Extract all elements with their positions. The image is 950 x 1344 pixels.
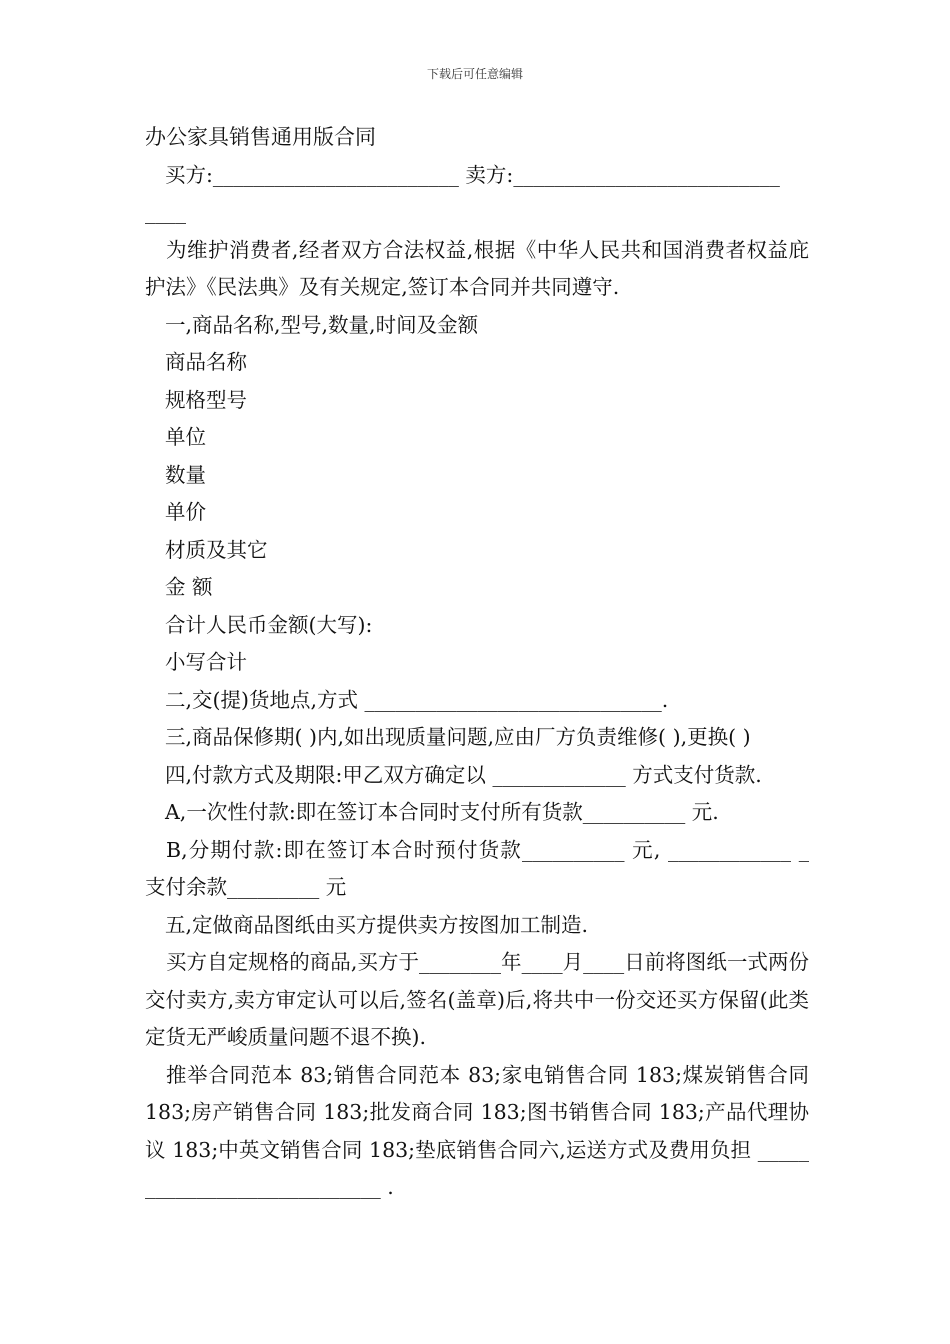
field-amount: 金 额	[165, 575, 213, 599]
field-product-name: 商品名称	[165, 350, 247, 374]
payment-a: A,一次性付款:即在签订本合同时支付所有货款__________ 元.	[165, 800, 719, 824]
field-material: 材质及其它	[165, 537, 268, 562]
parties-line-tail: ____	[145, 200, 186, 224]
section-3: 三,商品保修期( )内,如出现质量问题,应由厂方负责维修( ),更换( )	[165, 725, 751, 749]
parties-line: 买方:________________________ 卖方:__________________________	[165, 162, 780, 187]
section-2: 二,交(提)货地点,方式 _____________________________.	[165, 687, 669, 712]
section-1-heading: 一,商品名称,型号,数量,时间及金额	[165, 312, 479, 337]
document-body	[145, 119, 809, 1207]
custom-order-paragraph: 买方自定规格的商品,买方于________年____月____日前将图纸一式两份交付卖方,卖方审定认可以后,签名(盖章)后,将共中一份交还买方保留(此类定货无严峻质量问题不退不换).	[145, 950, 809, 1049]
field-quantity: 数量	[165, 462, 206, 487]
payment-b: B,分期付款:即在签订本合时预付货款__________ 元, ____________ _ 支付余款_________ 元	[145, 837, 809, 899]
section-4: 四,付款方式及期限:甲乙双方确定以 _____________ 方式支付货款.	[165, 762, 762, 787]
field-unit: 单位	[165, 425, 206, 449]
field-unit-price: 单价	[165, 500, 206, 524]
field-total-lowercase: 小写合计	[165, 650, 247, 674]
section-5: 五,定做商品图纸由买方提供卖方按图加工制造.	[165, 912, 589, 937]
field-spec-model: 规格型号	[165, 387, 247, 412]
page-header: 下载后可任意编辑	[426, 67, 523, 81]
field-total-uppercase: 合计人民币金额(大写):	[165, 612, 373, 637]
document-title: 办公家具销售通用版合同	[145, 125, 376, 149]
intro-paragraph: 为维护消费者,经者双方合法权益,根据《中华人民共和国消费者权益庇护法》《民法典》及有关规定,签订本合同并共同遵守.	[145, 237, 809, 299]
recommend-paragraph: 推举合同范本 83;销售合同范本 83;家电销售合同 183;煤炭销售合同 183;房产销售合同 183;批发商合同 183;图书销售合同 183;产品代理协议 183;中英文销售合同 183;垫底销售合同六,运送方式及费用负担 ____________________________ .	[145, 1062, 809, 1199]
